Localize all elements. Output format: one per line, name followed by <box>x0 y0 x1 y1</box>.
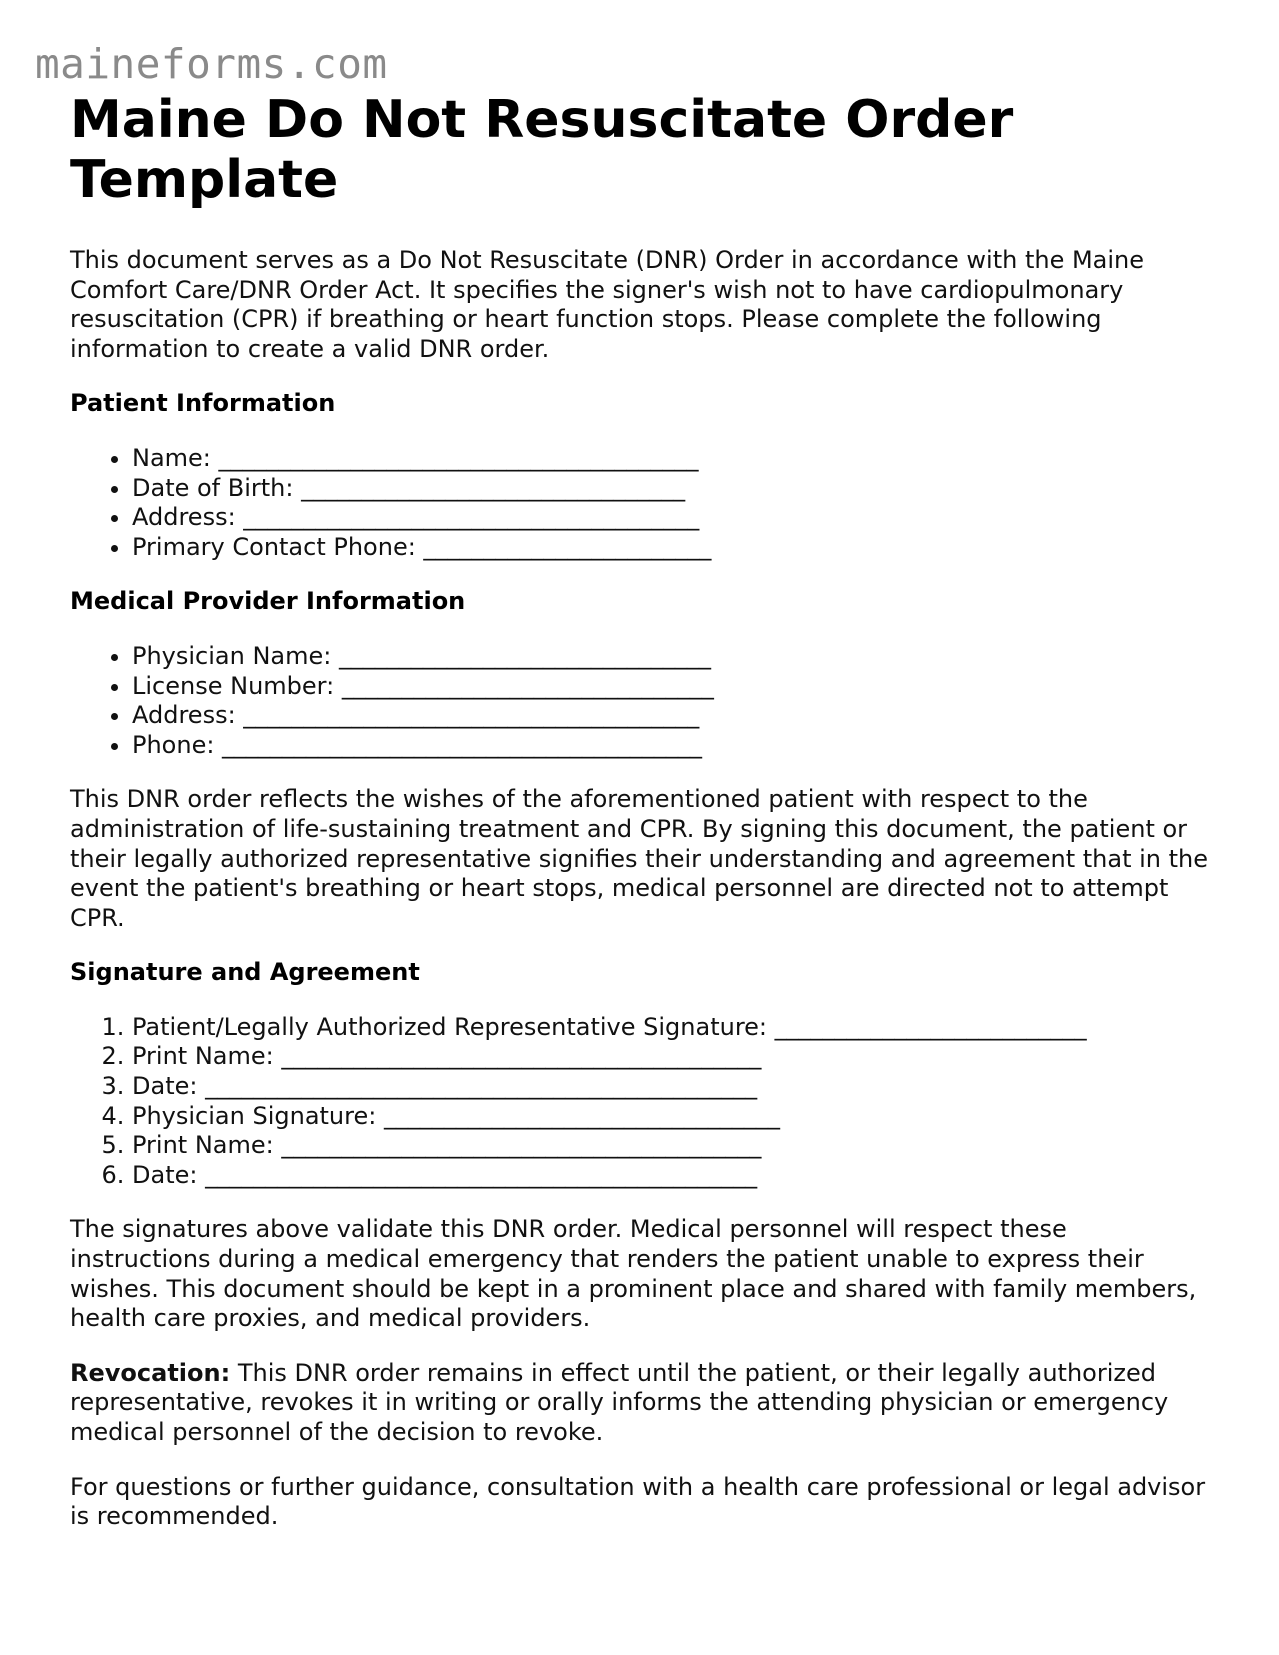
reflection-paragraph: This DNR order reflects the wishes of the aforementioned patient with respect to the administration of life-sustaining treatment and CPR. By signing this document, the patient or their legally authorized representative signifies their understanding and agreement that in the event the patient's breathing or heart stops, medical personnel are directed not to attempt CPR. <box>70 785 1208 932</box>
physician-signature-field[interactable]: 4. Physician Signature: _________________________________ <box>132 1102 1210 1132</box>
patient-address-field[interactable]: • Address: ______________________________________ <box>132 503 1210 533</box>
revocation-label: Revocation: <box>70 1358 231 1387</box>
patient-dob-field[interactable]: • Date of Birth: ________________________________ <box>132 474 1210 504</box>
patient-phone-field[interactable]: • Primary Contact Phone: ________________________ <box>132 533 1210 563</box>
provider-address-field[interactable]: • Address: ______________________________________ <box>132 701 1210 731</box>
patient-info-heading: Patient Information <box>70 389 336 418</box>
revocation-paragraph <box>70 1359 1210 1448</box>
signature-heading: Signature and Agreement <box>70 958 420 987</box>
physician-print-name-field[interactable]: 5. Print Name: ________________________________________ <box>132 1131 1210 1161</box>
page-title: Maine Do Not Resuscitate Order Template <box>70 90 1014 210</box>
patient-print-name-field[interactable]: 2. Print Name: ________________________________________ <box>132 1042 1210 1072</box>
physician-name-field[interactable]: • Physician Name: _______________________________ <box>132 642 1210 672</box>
provider-phone-field[interactable]: • Phone: ________________________________________ <box>132 731 1210 761</box>
patient-signature-field[interactable]: 1. Patient/Legally Authorized Representative Signature: __________________________ <box>132 1013 1210 1043</box>
patient-name-field[interactable]: • Name: ________________________________________ <box>132 444 1210 474</box>
watermark-logo: maineforms.com <box>35 40 388 88</box>
document-body <box>70 90 1210 1557</box>
signature-list <box>70 1013 1210 1191</box>
patient-date-field[interactable]: 3. Date: ______________________________________________ <box>132 1072 1210 1102</box>
closing-paragraph: For questions or further guidance, consultation with a health care professional or legal advisor is recommended. <box>70 1472 1206 1531</box>
intro-paragraph: This document serves as a Do Not Resuscitate (DNR) Order in accordance with the Maine Comfort Care/DNR Order Act. It specifies the signer's wish not to have cardiopulmonary resuscitation (CPR) if breathing or heart function stops. Please complete the following information to create a valid DNR order. <box>70 246 1145 363</box>
physician-date-field[interactable]: 6. Date: ______________________________________________ <box>132 1161 1210 1191</box>
license-number-field[interactable]: • License Number: _______________________________ <box>132 672 1210 702</box>
provider-info-heading: Medical Provider Information <box>70 587 466 616</box>
patient-info-list <box>70 444 1210 562</box>
validation-paragraph: The signatures above validate this DNR order. Medical personnel will respect these instructions during a medical emergency that renders the patient unable to express their wishes. This document should be kept in a prominent place and shared with family members, health care proxies, and medical providers. <box>70 1215 1197 1333</box>
revocation-text: This DNR order remains in effect until the patient, or their legally authorized representative, revokes it in writing or orally informs the attending physician or emergency medical personnel of the decision to revoke. <box>70 1358 1169 1446</box>
provider-info-list <box>70 642 1210 760</box>
